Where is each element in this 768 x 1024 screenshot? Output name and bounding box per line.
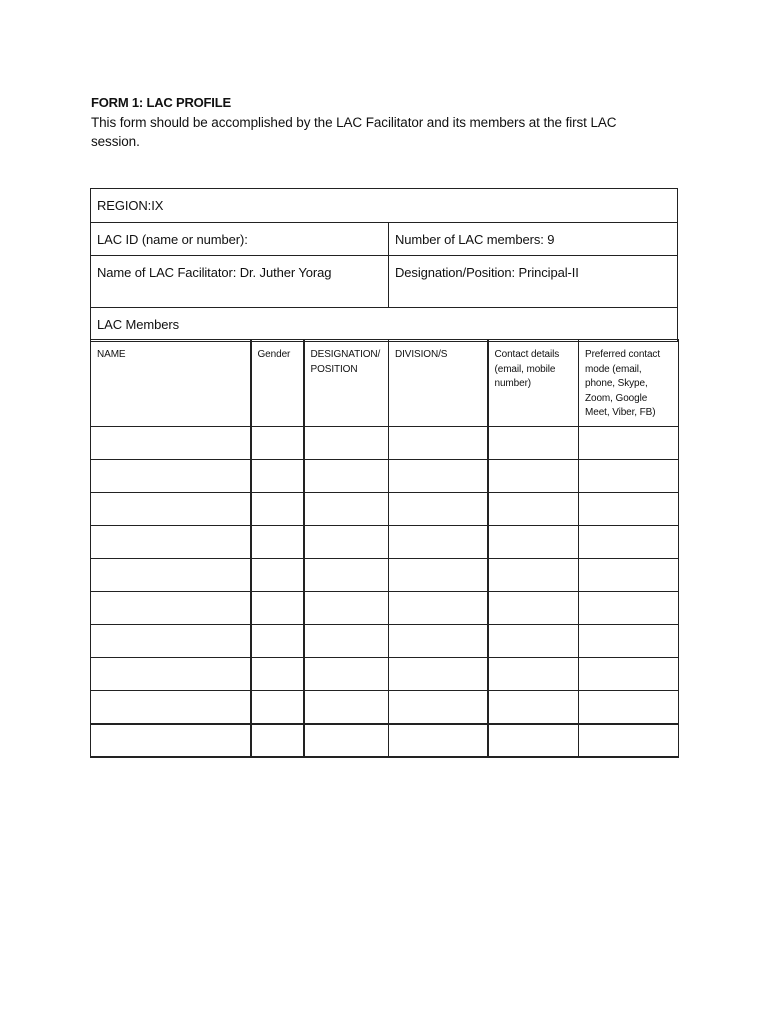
column-header-name: NAME xyxy=(91,340,251,427)
designation-cell xyxy=(304,691,389,724)
form-title: FORM 1: LAC PROFILE xyxy=(91,95,231,110)
contact-details-cell xyxy=(488,658,579,691)
preferred-contact-cell xyxy=(579,625,679,658)
table-row xyxy=(91,559,679,592)
facilitator-field: Name of LAC Facilitator: Dr. Juther Yorag xyxy=(91,256,389,307)
contact-details-cell xyxy=(488,592,579,625)
contact-details-cell xyxy=(488,427,579,460)
table-row xyxy=(91,427,679,460)
preferred-contact-cell xyxy=(579,493,679,526)
column-header-gender: Gender xyxy=(251,340,304,427)
contact-details-cell xyxy=(488,493,579,526)
name-cell xyxy=(91,658,251,691)
name-cell xyxy=(91,526,251,559)
members-table-header xyxy=(91,340,679,427)
table-row xyxy=(91,526,679,559)
table-row xyxy=(91,592,679,625)
gender-cell xyxy=(251,526,304,559)
preferred-contact-cell xyxy=(579,724,679,757)
contact-details-cell xyxy=(488,724,579,757)
name-cell xyxy=(91,427,251,460)
contact-details-cell xyxy=(488,460,579,493)
name-cell xyxy=(91,493,251,526)
lac-members-row xyxy=(91,308,677,341)
division-cell xyxy=(389,724,488,757)
column-header-contact-details: Contact details (email, mobile number) xyxy=(488,340,579,427)
contact-details-cell xyxy=(488,526,579,559)
lac-id-field: LAC ID (name or number): xyxy=(91,223,389,255)
preferred-contact-cell xyxy=(579,592,679,625)
division-cell xyxy=(389,427,488,460)
lac-profile-header xyxy=(90,188,678,342)
division-cell xyxy=(389,526,488,559)
designation-cell xyxy=(304,592,389,625)
region-field: REGION:IX xyxy=(97,198,164,213)
form-intro: This form should be accomplished by the LAC Facilitator and its members at the first LAC session. xyxy=(91,115,617,149)
table-row xyxy=(91,493,679,526)
table-row xyxy=(91,625,679,658)
gender-cell xyxy=(251,427,304,460)
preferred-contact-cell xyxy=(579,460,679,493)
region-row xyxy=(91,189,677,223)
table-row xyxy=(91,658,679,691)
designation-cell xyxy=(304,493,389,526)
contact-details-cell xyxy=(488,691,579,724)
contact-details-cell xyxy=(488,625,579,658)
name-cell xyxy=(91,724,251,757)
designation-cell xyxy=(304,526,389,559)
gender-cell xyxy=(251,658,304,691)
members-count-field: Number of LAC members: 9 xyxy=(395,232,555,247)
facilitator-row xyxy=(91,256,677,308)
name-cell xyxy=(91,460,251,493)
gender-cell xyxy=(251,592,304,625)
contact-details-cell xyxy=(488,559,579,592)
preferred-contact-cell xyxy=(579,658,679,691)
gender-cell xyxy=(251,493,304,526)
column-header-preferred-contact: Preferred contact mode (email, phone, Skype, Zoom, Google Meet, Viber, FB) xyxy=(579,340,679,427)
table-row xyxy=(91,460,679,493)
gender-cell xyxy=(251,559,304,592)
division-cell xyxy=(389,592,488,625)
designation-field: Designation/Position: Principal-II xyxy=(395,265,579,280)
gender-cell xyxy=(251,460,304,493)
division-cell xyxy=(389,559,488,592)
gender-cell xyxy=(251,691,304,724)
division-cell xyxy=(389,493,488,526)
gender-cell xyxy=(251,625,304,658)
members-table xyxy=(90,339,679,758)
division-cell xyxy=(389,625,488,658)
designation-cell xyxy=(304,460,389,493)
preferred-contact-cell xyxy=(579,559,679,592)
name-cell xyxy=(91,559,251,592)
lac-id-row xyxy=(91,223,677,256)
designation-cell xyxy=(304,658,389,691)
designation-cell xyxy=(304,427,389,460)
lac-members-label: LAC Members xyxy=(97,317,179,332)
gender-cell xyxy=(251,724,304,757)
division-cell xyxy=(389,460,488,493)
preferred-contact-cell xyxy=(579,427,679,460)
designation-cell xyxy=(304,625,389,658)
designation-cell xyxy=(304,724,389,757)
table-row xyxy=(91,691,679,724)
preferred-contact-cell xyxy=(579,691,679,724)
column-header-designation: DESIGNATION/ POSITION xyxy=(304,340,389,427)
name-cell xyxy=(91,691,251,724)
division-cell xyxy=(389,691,488,724)
division-cell xyxy=(389,658,488,691)
designation-cell xyxy=(304,559,389,592)
table-row xyxy=(91,724,679,757)
name-cell xyxy=(91,592,251,625)
column-header-division: DIVISION/S xyxy=(389,340,488,427)
preferred-contact-cell xyxy=(579,526,679,559)
name-cell xyxy=(91,625,251,658)
